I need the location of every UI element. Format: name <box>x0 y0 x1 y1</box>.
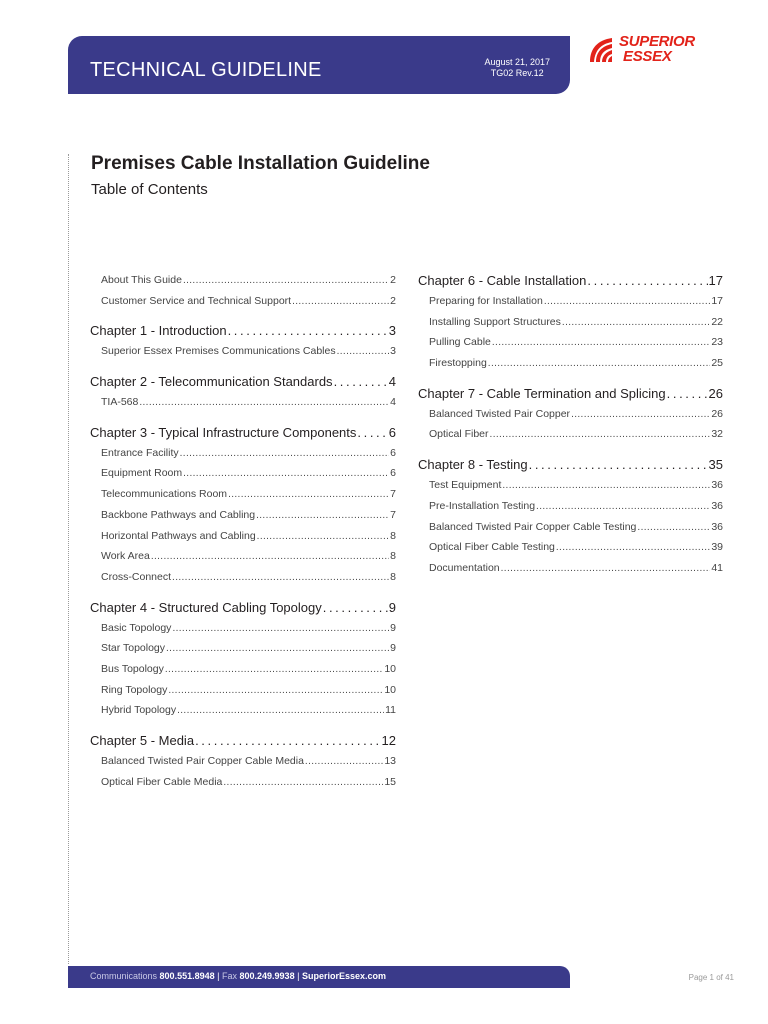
toc-leader-dots <box>172 619 389 639</box>
toc-entry-row[interactable] <box>418 424 723 445</box>
toc-page-number: 17 <box>708 273 723 288</box>
toc-entry-label: Basic Topology <box>101 621 172 634</box>
toc-leader-dots <box>667 383 708 404</box>
toc-entry-label: TIA-568 <box>101 396 139 409</box>
toc-chapter-label: Chapter 7 - Cable Termination and Splicing <box>418 385 666 401</box>
toc-entry-row[interactable] <box>418 332 723 353</box>
superior-essex-logo-icon <box>586 34 618 66</box>
toc-page-number: 13 <box>384 755 396 767</box>
footer-band <box>68 966 570 988</box>
toc-entry-row[interactable] <box>90 638 396 659</box>
logo-line2: ESSEX <box>623 48 672 65</box>
toc-leader-dots <box>228 485 389 505</box>
toc-page-number: 2 <box>390 274 396 286</box>
toc-entry-label: Pre-Installation Testing <box>429 499 536 512</box>
toc-entry-label: Optical Fiber Cable Media <box>101 775 223 788</box>
header-meta <box>484 57 550 79</box>
footer-separator-2: | <box>297 971 300 981</box>
toc-leader-dots <box>183 464 389 484</box>
toc-leader-dots <box>334 371 388 392</box>
document-title: Premises Cable Installation Guideline <box>91 153 430 174</box>
toc-leader-dots <box>501 559 711 579</box>
header-band <box>68 36 570 94</box>
toc-leader-dots <box>139 393 389 413</box>
toc-chapter-row[interactable] <box>418 270 723 291</box>
toc-page-number: 7 <box>390 488 396 501</box>
page-number: Page 1 of 41 <box>688 973 734 982</box>
toc-page-number: 10 <box>384 662 396 675</box>
toc-page-number: 12 <box>381 733 396 748</box>
toc-entry-label: Preparing for Installation <box>429 295 543 307</box>
document-subtitle: Table of Contents <box>91 181 208 198</box>
toc-entry-row[interactable] <box>90 505 396 526</box>
toc-chapter-row[interactable] <box>90 422 396 443</box>
toc-page-number: 3 <box>390 345 396 358</box>
toc-page-number: 3 <box>388 323 396 339</box>
toc-entry-row[interactable] <box>418 291 723 312</box>
toc-page-number: 2 <box>390 294 396 307</box>
toc-leader-dots <box>490 425 711 445</box>
toc-entry-row[interactable] <box>90 291 396 312</box>
header-title: TECHNICAL GUIDELINE <box>90 59 322 81</box>
toc-page-number: 22 <box>711 315 723 328</box>
margin-dotted-rule <box>68 154 69 964</box>
toc-entry-row[interactable] <box>418 496 723 517</box>
toc-page-number: 41 <box>711 561 723 574</box>
toc-entry-row[interactable] <box>418 404 723 425</box>
toc-entry-label: Cross-Connect <box>101 570 172 583</box>
toc-leader-dots <box>488 354 711 374</box>
toc-entry-row[interactable] <box>90 659 396 680</box>
toc-leader-dots <box>544 292 710 312</box>
toc-leader-dots <box>256 506 389 526</box>
toc-entry-label: Documentation <box>429 561 500 574</box>
toc-entry-label: Backbone Pathways and Cabling <box>101 508 256 521</box>
toc-leader-dots <box>223 773 383 793</box>
toc-entry-label: Customer Service and Technical Support <box>101 294 292 307</box>
toc-chapter-label: Chapter 6 - Cable Installation <box>418 273 587 288</box>
toc-leader-dots <box>305 752 383 772</box>
toc-entry-label: Hybrid Topology <box>101 704 177 717</box>
toc-entry-row[interactable] <box>90 443 396 464</box>
toc-entry-row[interactable] <box>90 270 396 291</box>
toc-entry-row[interactable] <box>418 537 723 558</box>
toc-leader-dots <box>180 444 390 464</box>
toc-leader-dots <box>228 320 388 341</box>
toc-page-number: 4 <box>390 396 396 409</box>
toc-entry-label: Firestopping <box>429 357 487 370</box>
toc-entry-row[interactable] <box>418 475 723 496</box>
toc-page-number: 11 <box>385 704 396 717</box>
toc-page-number: 35 <box>708 457 723 473</box>
toc-entry-label: Optical Fiber <box>429 428 489 441</box>
footer-fax-phone: 800.249.9938 <box>239 971 295 981</box>
toc-page-number: 36 <box>711 479 723 492</box>
toc-chapter-label: Chapter 1 - Introduction <box>90 323 227 339</box>
toc-page-number: 8 <box>390 550 396 563</box>
toc-page-number: 6 <box>390 446 396 459</box>
toc-entry-label: Test Equipment <box>429 479 502 492</box>
toc-leader-dots <box>183 271 389 291</box>
toc-entry-row[interactable] <box>90 772 396 793</box>
toc-page-number: 36 <box>711 499 723 512</box>
toc-entry-label: Work Area <box>101 550 150 563</box>
toc-entry-label: Horizontal Pathways and Cabling <box>101 529 256 542</box>
toc-leader-dots <box>536 497 710 517</box>
toc-entry-row[interactable] <box>418 312 723 333</box>
toc-entry-row[interactable] <box>418 558 723 579</box>
toc-entry-row[interactable] <box>90 392 396 413</box>
toc-leader-dots <box>492 333 710 353</box>
toc-leader-dots <box>587 270 707 291</box>
toc-page-number: 9 <box>390 621 396 634</box>
toc-entry-row[interactable] <box>90 484 396 505</box>
toc-chapter-label: Chapter 3 - Typical Infrastructure Components <box>90 424 357 440</box>
toc-chapter-row[interactable] <box>90 597 396 618</box>
toc-entry-label: Ring Topology <box>101 683 168 696</box>
toc-page-number: 6 <box>390 467 396 480</box>
toc-leader-dots <box>556 538 710 558</box>
toc-entry-row[interactable] <box>418 353 723 374</box>
toc-page-number: 9 <box>390 642 396 655</box>
toc-entry-row[interactable] <box>90 526 396 547</box>
toc-entry-label: Equipment Room <box>101 467 183 480</box>
toc-entry-label: About This Guide <box>101 274 182 286</box>
footer-comm-label: Communications <box>90 971 158 981</box>
toc-chapter-label: Chapter 2 - Telecommunication Standards <box>90 374 333 390</box>
logo-line1: SUPERIOR <box>619 33 695 50</box>
toc-page-number: 32 <box>711 428 723 441</box>
toc-column-right <box>418 270 723 579</box>
toc-leader-dots <box>357 422 387 443</box>
toc-leader-dots <box>257 527 389 547</box>
toc-entry-label: Telecommunications Room <box>101 488 228 501</box>
toc-page-number: 39 <box>711 541 723 554</box>
toc-entry-row[interactable] <box>90 700 396 721</box>
toc-entry-row[interactable] <box>90 680 396 701</box>
superior-essex-logo <box>586 34 738 68</box>
toc-entry-row[interactable] <box>90 463 396 484</box>
logo-wordmark <box>619 34 695 64</box>
toc-page-number: 4 <box>388 374 396 390</box>
toc-chapter-row[interactable] <box>418 383 723 404</box>
toc-column-left <box>90 270 396 792</box>
toc-chapter-label: Chapter 4 - Structured Cabling Topology <box>90 599 322 615</box>
toc-leader-dots <box>166 639 389 659</box>
toc-chapter-label: Chapter 8 - Testing <box>418 457 528 473</box>
toc-leader-dots <box>195 730 380 751</box>
header-date: August 21, 2017 <box>484 57 550 67</box>
toc-entry-label: Superior Essex Premises Communications Cables <box>101 345 336 358</box>
toc-page-number: 15 <box>384 775 396 788</box>
toc-leader-dots <box>323 597 388 618</box>
toc-entry-label: Balanced Twisted Pair Copper Cable Testing <box>429 520 637 533</box>
toc-entry-label: Entrance Facility <box>101 446 179 459</box>
toc-page-number: 17 <box>711 295 723 307</box>
toc-page-number: 23 <box>711 336 723 349</box>
footer-fax-label: Fax <box>221 971 237 981</box>
toc-entry-label: Installing Support Structures <box>429 315 561 328</box>
toc-leader-dots <box>529 454 708 475</box>
toc-leader-dots <box>168 681 383 701</box>
toc-entry-row[interactable] <box>90 341 396 362</box>
toc-leader-dots <box>562 313 710 333</box>
toc-chapter-row[interactable] <box>418 454 723 475</box>
footer-comm-phone[interactable]: 800.551.8948 <box>159 971 215 981</box>
toc-entry-row[interactable] <box>90 751 396 772</box>
toc-leader-dots <box>151 547 389 567</box>
toc-chapter-label: Chapter 5 - Media <box>90 733 195 748</box>
toc-page-number: 26 <box>711 407 723 420</box>
toc-leader-dots <box>292 292 389 312</box>
toc-entry-row[interactable] <box>90 546 396 567</box>
toc-page-number: 10 <box>384 683 396 696</box>
footer-website-link[interactable]: SuperiorEssex.com <box>301 971 386 981</box>
toc-entry-label: Bus Topology <box>101 662 164 675</box>
toc-page-number: 6 <box>388 424 396 440</box>
toc-page-number: 36 <box>711 520 723 533</box>
toc-entry-label: Balanced Twisted Pair Copper <box>429 407 571 420</box>
toc-entry-label: Star Topology <box>101 642 166 655</box>
toc-page-number: 26 <box>708 385 723 401</box>
footer-contact <box>90 971 386 981</box>
toc-leader-dots <box>165 660 383 680</box>
toc-page-number: 7 <box>390 508 396 521</box>
toc-entry-label: Pulling Cable <box>429 336 491 349</box>
footer-separator-1: | <box>217 971 220 981</box>
toc-entry-label: Optical Fiber Cable Testing <box>429 541 555 554</box>
toc-leader-dots <box>637 518 710 538</box>
toc-leader-dots <box>502 476 710 496</box>
toc-page-number: 8 <box>390 529 396 542</box>
toc-chapter-row[interactable] <box>90 371 396 392</box>
header-doc-code: TG02 Rev.12 <box>490 68 544 78</box>
toc-page-number: 9 <box>388 599 396 615</box>
toc-entry-row[interactable] <box>90 618 396 639</box>
toc-entry-row[interactable] <box>90 567 396 588</box>
toc-leader-dots <box>172 568 389 588</box>
toc-page-number: 25 <box>711 357 723 370</box>
toc-leader-dots <box>177 701 384 721</box>
toc-leader-dots <box>571 405 710 425</box>
toc-entry-label: Balanced Twisted Pair Copper Cable Media <box>101 755 304 767</box>
toc-entry-row[interactable] <box>418 517 723 538</box>
toc-chapter-row[interactable] <box>90 320 396 341</box>
toc-page-number: 8 <box>390 570 396 583</box>
toc-chapter-row[interactable] <box>90 730 396 751</box>
toc-leader-dots <box>337 342 390 362</box>
